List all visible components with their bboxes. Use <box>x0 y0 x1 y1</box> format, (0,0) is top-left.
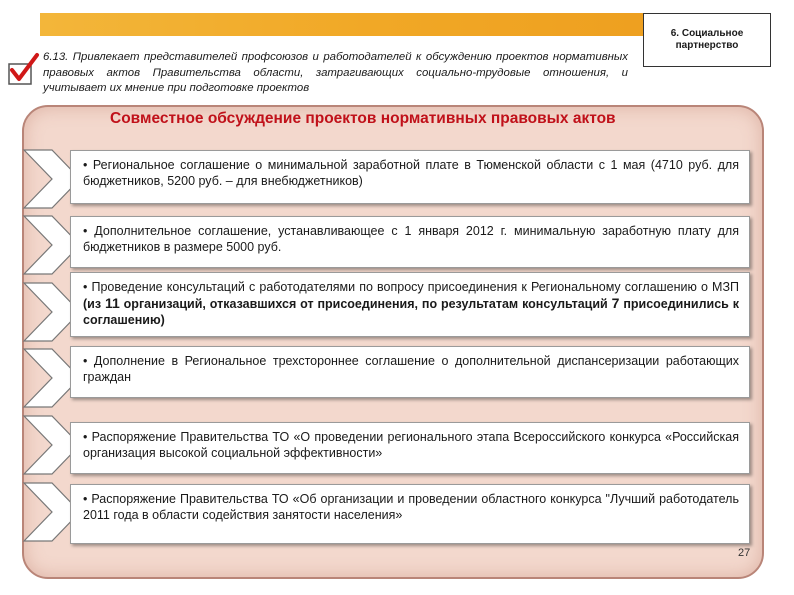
list-item-text: • Региональное соглашение о минимальной заработной плате в Тюменской области с 1 мая (4710 руб. для бюджетников, 5200 руб. – для внебюджетников) <box>83 158 739 188</box>
list-item <box>70 150 750 204</box>
list-item-text-bold: присоединились к соглашению) <box>83 297 740 327</box>
checkmark-icon <box>6 52 40 88</box>
list-item <box>70 484 750 544</box>
list-item <box>70 346 750 398</box>
page-number: 27 <box>738 547 751 559</box>
list-item <box>70 216 750 268</box>
list-item-text: • Распоряжение Правительства ТО «О проведении регионального этапа Всероссийского конкурса «Российская организация высокой социальной эффективности» <box>83 430 739 460</box>
list-item-number: 11 <box>104 295 120 311</box>
list-item-text: • Распоряжение Правительства ТО «Об организации и проведении областного конкурса "Лучший работодатель 2011 года в области содействия занятости населения» <box>83 492 739 522</box>
list-item-text: • Дополнение в Региональное трехстороннее соглашение о дополнительной диспансеризации работающих граждан <box>83 354 739 384</box>
list-item-text: • Проведение консультаций с работодателями по вопросу присоединения к Региональному соглашению о МЗП <box>83 280 739 294</box>
section-heading: Совместное обсуждение проектов нормативных правовых актов <box>110 110 616 127</box>
section-label: 6. Социальное партнерство <box>670 28 744 51</box>
list-item-text-bold: организаций, отказавшихся от присоединения, по результатам консультаций <box>119 297 612 311</box>
list-item <box>70 272 750 337</box>
top-accent-bar <box>40 13 643 36</box>
list-item-number: 7 <box>611 295 620 311</box>
list-item <box>70 422 750 474</box>
intro-paragraph: 6.13. Привлекает представителей профсоюзов и работодателей к обсуждению проектов нормативных правовых актов Правительства области, затрагивающих социально-трудовые отношения, и учитывает их мнение при подготовке проектов <box>43 51 628 94</box>
list-item-text: • Дополнительное соглашение, устанавливающее с 1 января 2012 г. минимальную заработную плату для бюджетников в размере 5000 руб. <box>83 224 739 254</box>
section-label-box <box>643 13 771 67</box>
list-item-text-bold: (из <box>83 297 105 311</box>
